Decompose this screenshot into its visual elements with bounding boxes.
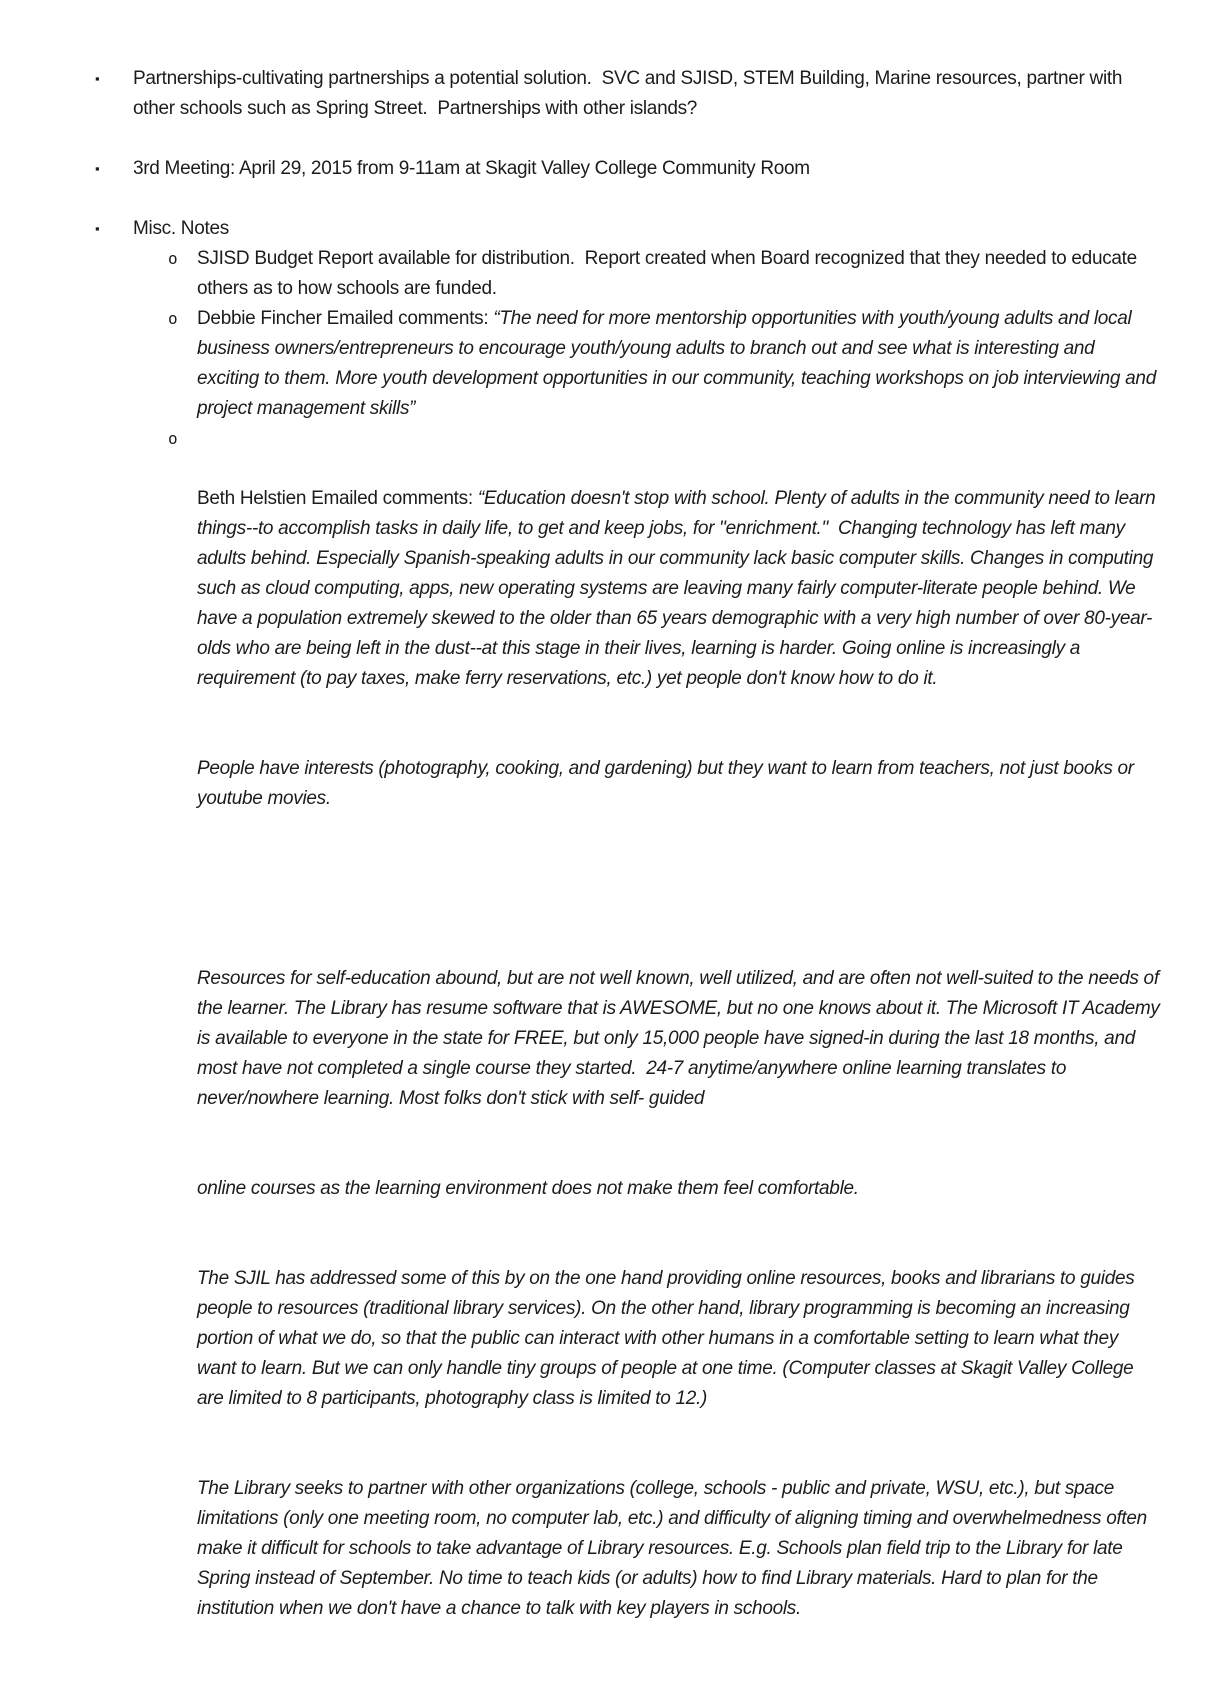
note-item-beth-helstien (168, 424, 1165, 1684)
bullet-item-partnerships (95, 64, 1160, 124)
bullet-text-partnerships: Partnerships-cultivating partnerships a potential solution. SVC and SJISD, STEM Building, Marine resources, partner with other schools such as Spring Street. Partnerships with other islands? (133, 68, 1128, 119)
note-text-debbie-fincher (197, 304, 1160, 424)
bullet-text-third-meeting: 3rd Meeting: April 29, 2015 from 9-11am at Skagit Valley College Community Room (133, 158, 810, 179)
note-text-sjisd-budget: SJISD Budget Report available for distribution. Report created when Board recognized that they needed to educate others as to how schools are funded. (197, 248, 1142, 299)
note-item-sjisd-budget (168, 244, 1160, 304)
beth-quote-paragraph-5: The Library seeks to partner with other organizations (college, schools - public and private, WSU, etc.), but space limitations (only one meeting room, no computer lab, etc.) and difficulty of aligning timing and overwhelmedness often make it difficult for schools to take advantage of Library resources. E.g. Schools plan field trip to the Library for late Spring instead of September. No time to teach kids (or adults) how to find Library materials. Hard to plan for the institution when we don't have a chance to talk with key players in schools. (197, 1478, 1152, 1619)
bullet-content-partnerships (133, 64, 1160, 124)
circle-bullet-icon: o (168, 249, 178, 268)
beth-quote-paragraph-4: The SJIL has addressed some of this by on the one hand providing online resources, books and librarians to guides people to resources (traditional library services). On the other hand, library programming is becoming an increasing portion of what we do, so that the public can interact with other humans in a comfortable setting to learn what they want to learn. But we can only handle tiny groups of people at one time. (Computer classes at Skagit Valley College are limited to 8 participants, photography class is limited to 12.) (197, 1268, 1140, 1409)
bullet-content-misc-notes (133, 214, 1165, 1684)
square-bullet-icon: ▪ (95, 71, 100, 86)
bullet-content-third-meeting (133, 154, 1160, 184)
bullet-item-third-meeting (95, 154, 1160, 184)
bullet-item-misc-notes (95, 214, 1165, 1684)
beth-quote-paragraph-1 (197, 484, 1160, 694)
note-item-debbie-fincher (168, 304, 1160, 424)
beth-quote-paragraph-3b: online courses as the learning environment does not make them feel comfortable. (197, 1178, 859, 1199)
note-text-beth-helstien (197, 424, 1165, 1684)
square-bullet-icon: ▪ (95, 221, 100, 236)
blank-line-spacer (197, 874, 1160, 904)
bullet-text-misc-notes: Misc. Notes (133, 218, 229, 239)
beth-comment-quote-p1: “Education doesn't stop with school. Plenty of adults in the community need to learn things--to accomplish tasks in daily life, to get and keep jobs, for "enrichment." Changing technology has left many adults behind. Especially Spanish-speaking adults in our community lack basic computer skills. Changes in computing such as cloud computing, apps, new operating systems are leaving many fairly computer-literate people behind. We have a population extremely skewed to the older than 65 years demographic with a very high number of over 80-year-olds who are being left in the dust--at this stage in their lives, learning is harder. Going online is increasingly a requirement (to pay taxes, make ferry reservations, etc.) yet people don't know how to do it. (197, 488, 1161, 689)
debbie-comment-quote: “The need for more mentorship opportunities with youth/young adults and local business owners/entrepreneurs to encourage youth/young adults to branch out and see what is interesting and exciting to them. More youth development opportunities in our community, teaching workshops on job interviewing and project management skills” (197, 308, 1161, 419)
circle-bullet-icon: o (168, 309, 178, 328)
beth-quote-paragraph-3: Resources for self-education abound, but are not well known, well utilized, and are often not well-suited to the needs of the learner. The Library has resume software that is AWESOME, but no one knows about it. The Microsoft IT Academy is available to everyone in the state for FREE, but only 15,000 people have signed-in during the last 18 months, and most have not completed a single course they started. 24-7 anytime/anywhere online learning translates to never/nowhere learning. Most folks don't stick with self- guided (197, 968, 1165, 1109)
beth-quote-paragraph-2: People have interests (photography, cooking, and gardening) but they want to learn from teachers, not just books or youtube movies. (197, 758, 1139, 809)
square-bullet-icon: ▪ (95, 161, 100, 176)
circle-bullet-icon: o (168, 429, 178, 448)
beth-comment-prefix: Beth Helstien Emailed comments: (197, 488, 478, 509)
debbie-comment-prefix: Debbie Fincher Emailed comments: (197, 308, 494, 329)
